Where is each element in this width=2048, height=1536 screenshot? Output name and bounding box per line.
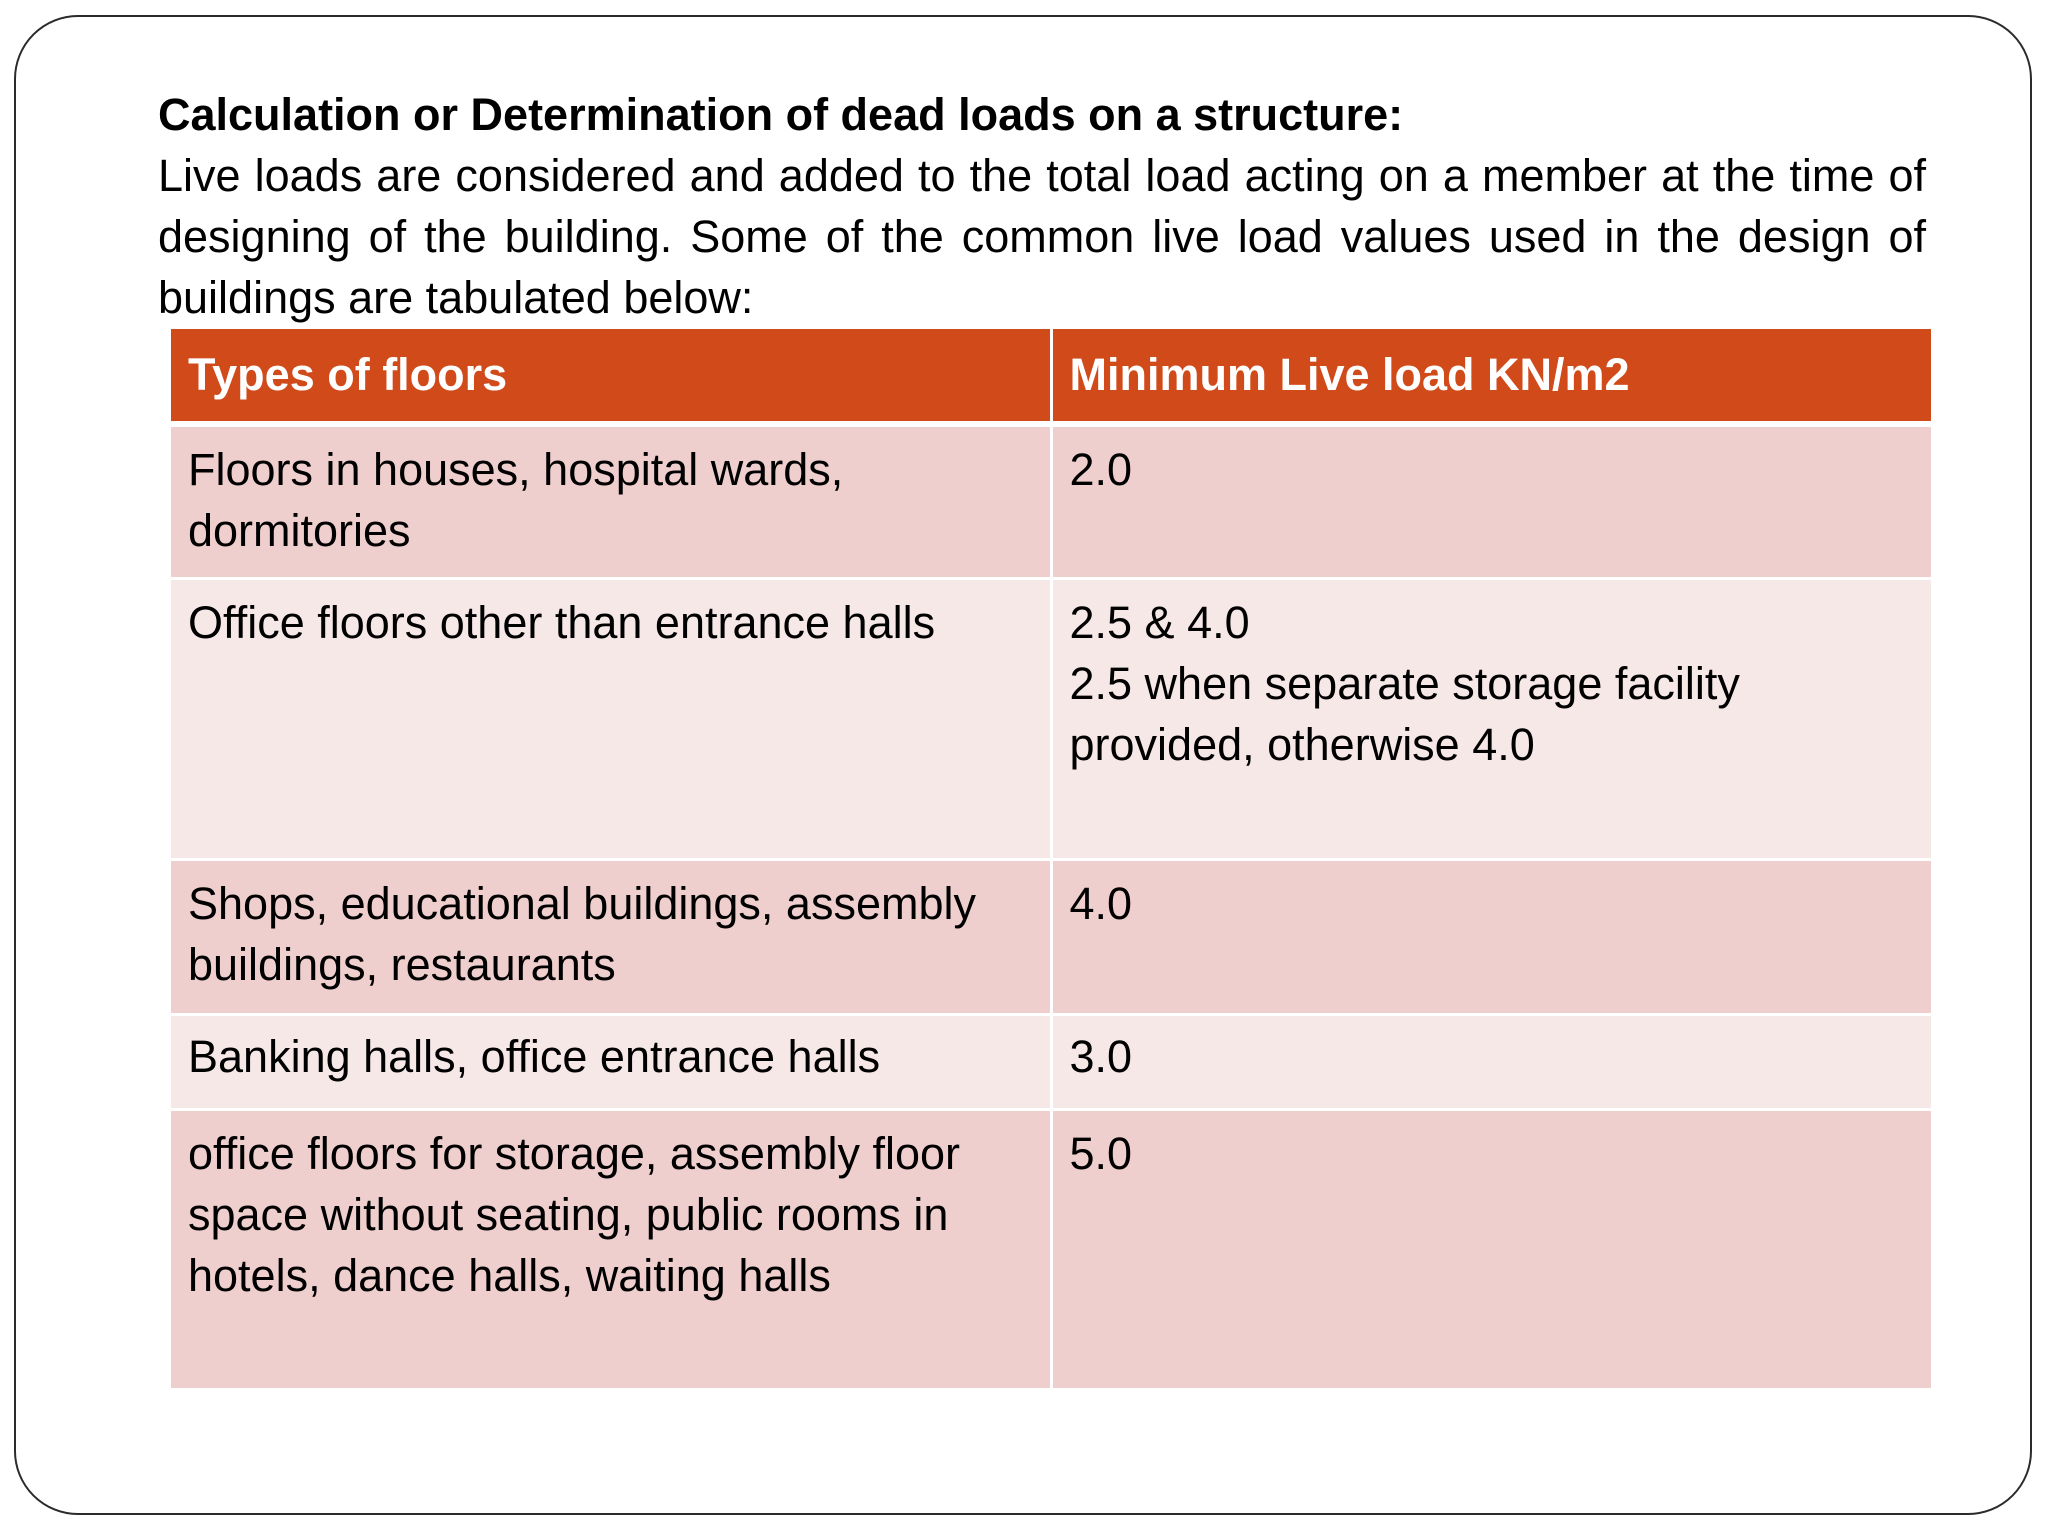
table-row: [171, 578, 1931, 859]
live-load-value: 3.0: [1069, 1030, 1133, 1082]
live-load-value: 4.0: [1069, 877, 1133, 929]
floor-type-cell: Banking halls, office entrance halls: [171, 1014, 1051, 1109]
floor-type-cell: Shops, educational buildings, assembly buildings, restaurants: [171, 859, 1051, 1014]
table-row: [171, 424, 1931, 578]
live-load-cell: [1051, 1014, 1931, 1109]
live-load-table: [171, 329, 1931, 1388]
live-load-value: 5.0: [1069, 1127, 1133, 1179]
live-load-value: 2.0: [1069, 444, 1133, 495]
live-load-cell: [1051, 578, 1931, 859]
live-load-note: 2.5 when separate storage facility provided, otherwise 4.0: [1069, 657, 1740, 770]
table-row: [171, 1109, 1931, 1388]
floor-type-cell: Office floors other than entrance halls: [171, 578, 1051, 859]
floor-type-cell: Floors in houses, hospital wards, dormitories: [171, 424, 1051, 578]
slide-heading: Calculation or Determination of dead loads on a structure:: [158, 89, 1404, 140]
header-min-live-load: Minimum Live load KN/m2: [1051, 329, 1931, 424]
table-header-row: [171, 329, 1931, 424]
live-load-cell: [1051, 424, 1931, 578]
table-row: [171, 1014, 1931, 1109]
live-load-value: 2.5 & 4.0: [1069, 596, 1250, 648]
live-load-cell: [1051, 1109, 1931, 1388]
header-floor-type: Types of floors: [171, 329, 1051, 424]
live-load-cell: [1051, 859, 1931, 1014]
slide-paragraph: Live loads are considered and added to the total load acting on a member at the time of designing of the building. Some of the common live load values used in the design of buildings are tabulated below:: [158, 150, 1926, 323]
slide-text: [158, 84, 1926, 328]
floor-type-cell: office floors for storage, assembly floor space without seating, public rooms in hotels, dance halls, waiting halls: [171, 1109, 1051, 1388]
table-row: [171, 859, 1931, 1014]
